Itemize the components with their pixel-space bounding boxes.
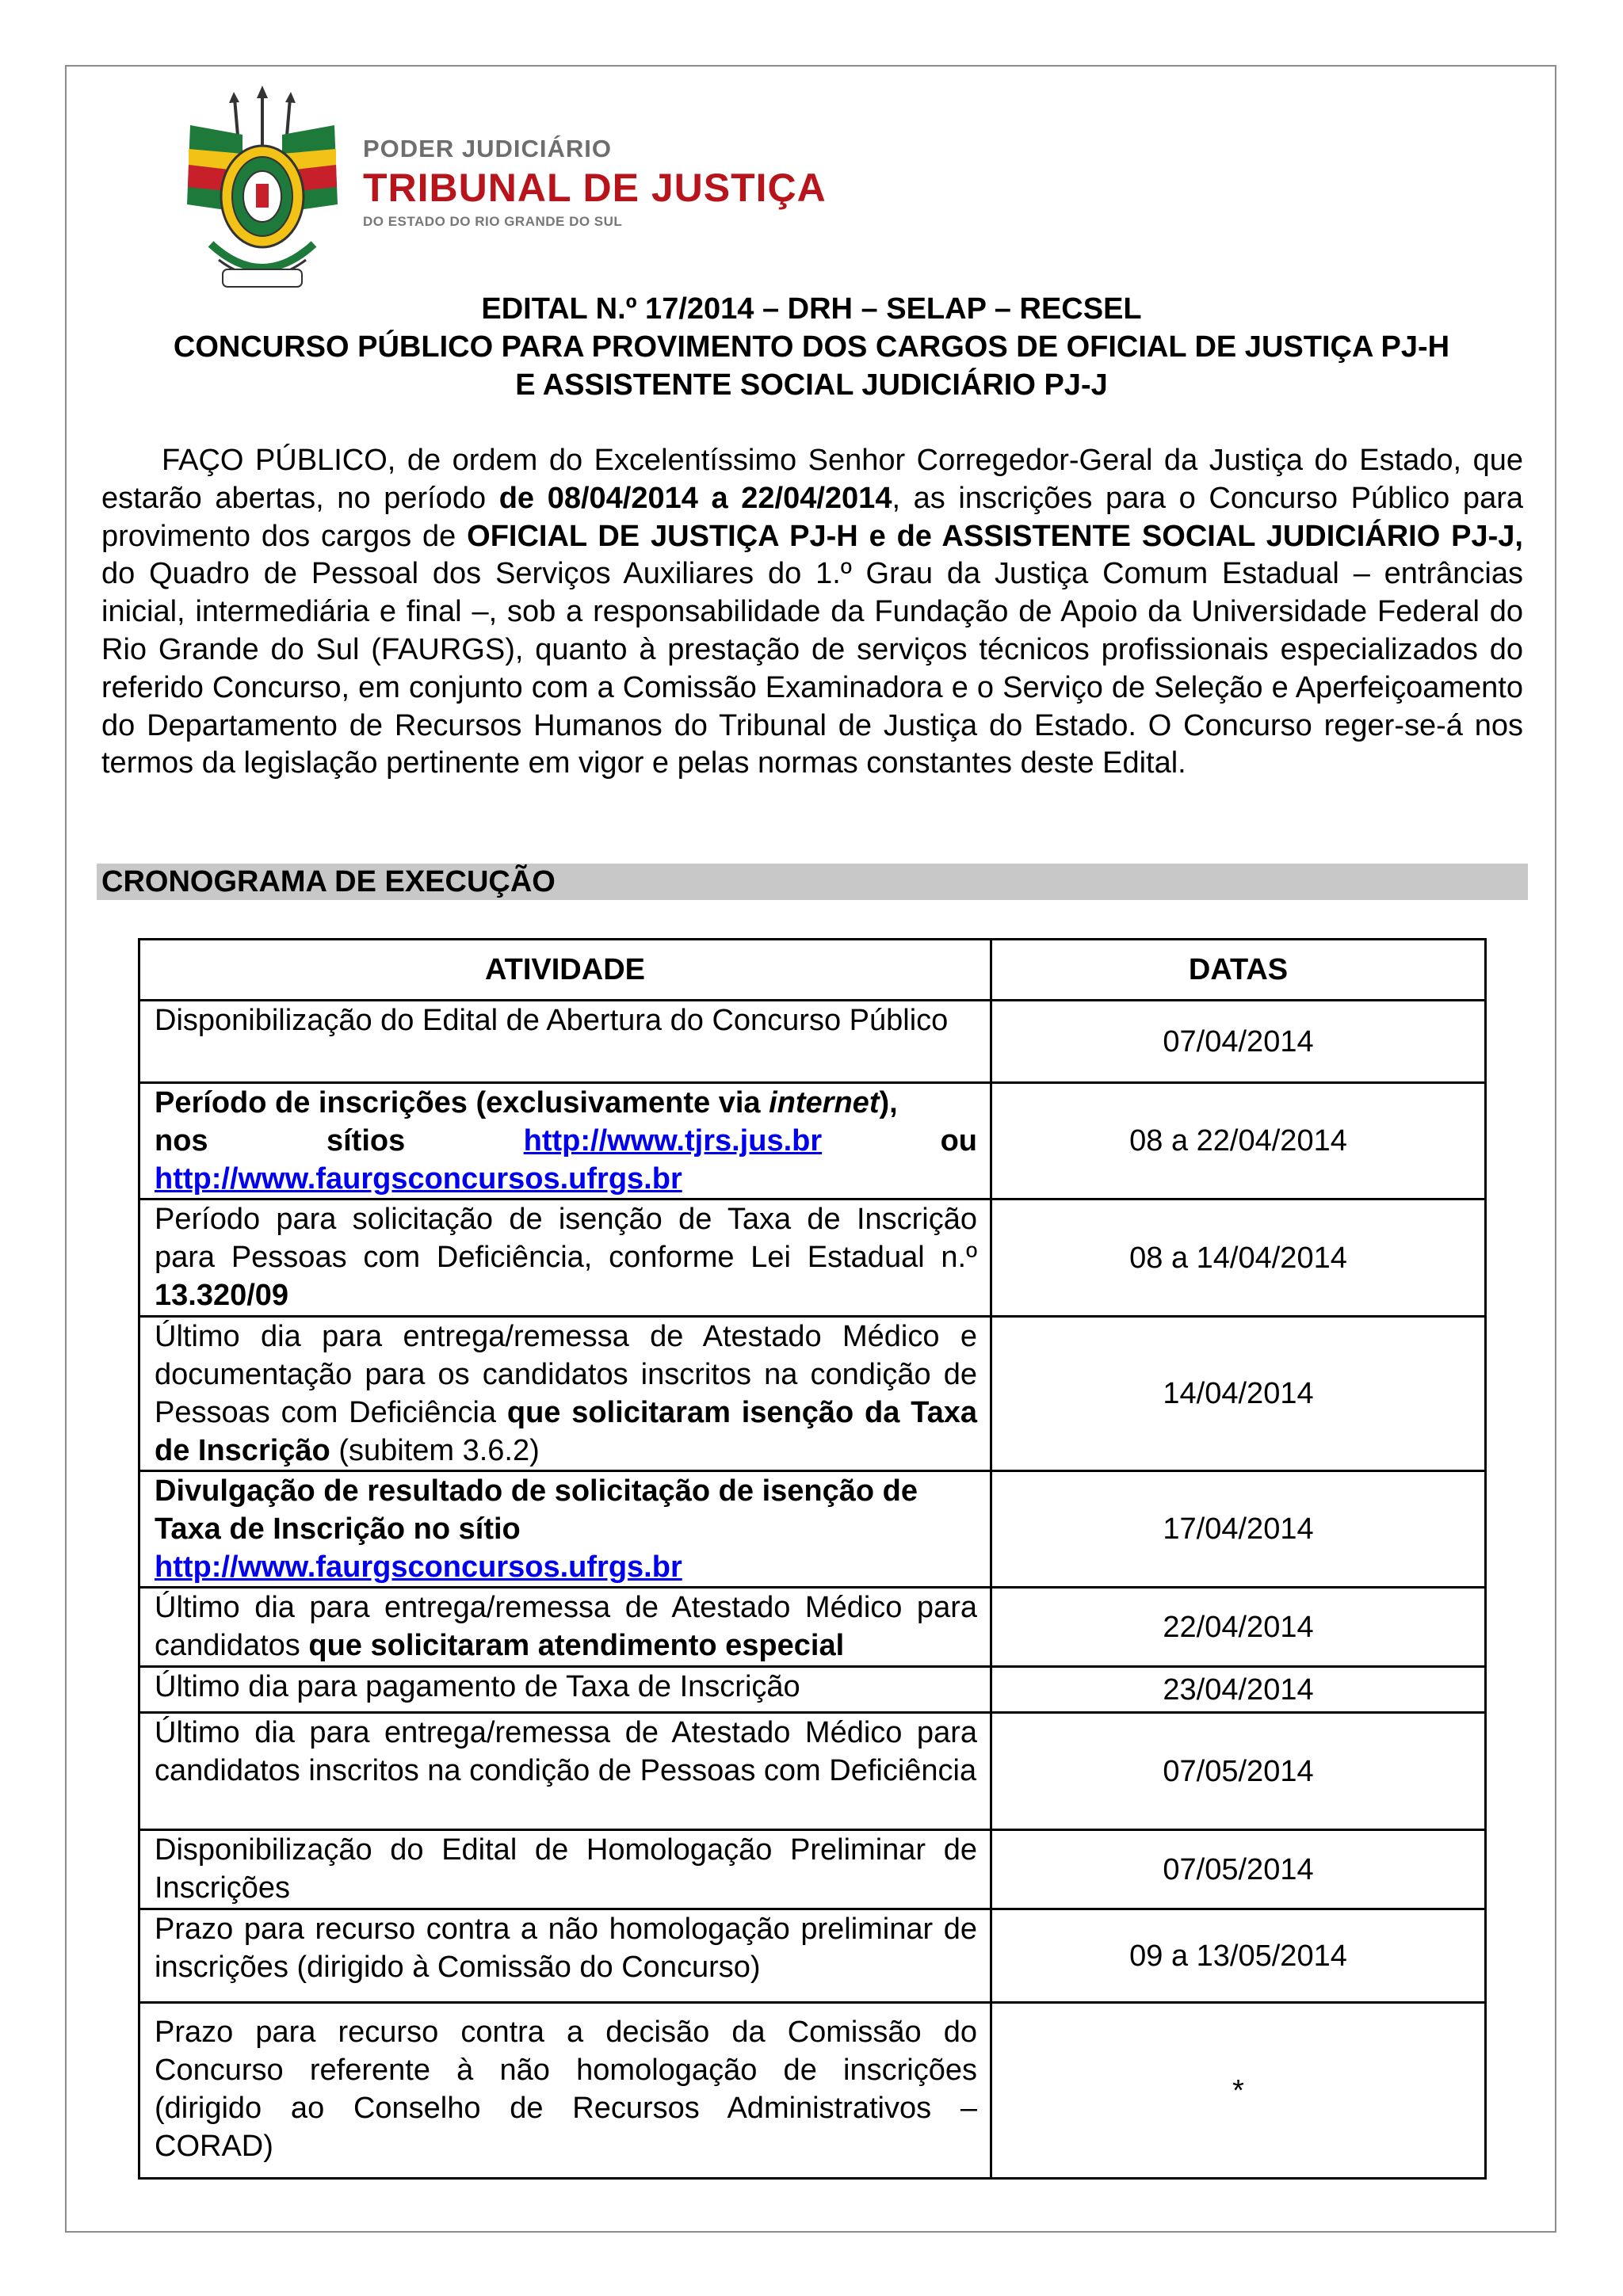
title-line2: CONCURSO PÚBLICO PARA PROVIMENTO DOS CARGOS DE OFICIAL DE JUSTIÇA PJ-H bbox=[173, 330, 1450, 364]
r4-text: Último dia para entrega/remessa de Atestado Médico e documentação para os candidatos inscritos na condição de Pessoas com Deficiência bbox=[155, 1320, 977, 1429]
date-cell: 07/05/2014 bbox=[991, 1830, 1486, 1909]
intro-paragraph bbox=[101, 442, 1523, 783]
section-title: CRONOGRAMA DE EXECUÇÃO bbox=[97, 864, 1528, 900]
document-title bbox=[101, 290, 1522, 404]
date-cell: 09 a 13/05/2014 bbox=[991, 1909, 1486, 2003]
title-line3: E ASSISTENTE SOCIAL JUDICIÁRIO PJ-J bbox=[515, 368, 1108, 402]
table-row bbox=[139, 1001, 1486, 1083]
intro-text-2: , as inscrições para o Concurso Público para provimento dos cargos de bbox=[101, 481, 1523, 553]
r2-internet: internet bbox=[769, 1086, 880, 1119]
coat-of-arms-logo bbox=[179, 86, 346, 299]
intro-positions: OFICIAL DE JUSTIÇA PJ-H e de ASSISTENTE SOCIAL JUDICIÁRIO PJ-J, bbox=[467, 519, 1523, 553]
table-row bbox=[139, 1830, 1486, 1909]
org-line2: TRIBUNAL DE JUSTIÇA bbox=[363, 166, 827, 210]
table-row bbox=[139, 1588, 1486, 1667]
activity-cell: Último dia para entrega/remessa de Atestado Médico para candidatos inscritos na condição de Pessoas com Deficiência bbox=[139, 1713, 991, 1830]
date-cell: 22/04/2014 bbox=[991, 1588, 1486, 1667]
tjrs-link[interactable]: http://www.tjrs.jus.br bbox=[523, 1124, 823, 1158]
r3-law: 13.320/09 bbox=[155, 1279, 289, 1312]
coat-of-arms-icon bbox=[179, 86, 346, 299]
intro-text-1: FAÇO PÚBLICO, de ordem do Excelentíssimo Senhor Corregedor-Geral da Justiça do Estado, que estarão abertas, no período bbox=[101, 444, 1523, 515]
activity-cell: Prazo para recurso contra a não homologação preliminar de inscrições (dirigido à Comissão do Concurso) bbox=[139, 1909, 991, 2003]
table-row bbox=[139, 1667, 1486, 1713]
table-row bbox=[139, 1083, 1486, 1199]
date-cell: * bbox=[991, 2003, 1486, 2179]
date-cell: 07/04/2014 bbox=[991, 1001, 1486, 1083]
table-header-row bbox=[139, 940, 1486, 1001]
activity-cell: Disponibilização do Edital de Homologação Preliminar de Inscrições bbox=[139, 1830, 991, 1909]
activity-cell: Último dia para pagamento de Taxa de Inscrição bbox=[139, 1667, 991, 1713]
activity-cell bbox=[139, 1588, 991, 1667]
date-cell: 07/05/2014 bbox=[991, 1713, 1486, 1830]
r3-text: Período para solicitação de isenção de Taxa de Inscrição para Pessoas com Deficiência, conforme Lei Estadual n.º bbox=[155, 1203, 977, 1274]
table-row bbox=[139, 1713, 1486, 1830]
org-line1: PODER JUDICIÁRIO bbox=[363, 135, 612, 162]
activity-cell bbox=[139, 1199, 991, 1317]
header-activity: ATIVIDADE bbox=[139, 940, 991, 1001]
activity-cell bbox=[139, 1317, 991, 1471]
organization-header bbox=[363, 135, 827, 230]
activity-cell: Prazo para recurso contra a decisão da Comissão do Concurso referente à não homologação de inscrições (dirigido ao Conselho de Recursos Administrativos – CORAD) bbox=[139, 2003, 991, 2179]
title-line1: EDITAL N.º 17/2014 – DRH – SELAP – RECSEL bbox=[481, 292, 1142, 326]
faurgs-link[interactable]: http://www.faurgsconcursos.ufrgs.br bbox=[155, 1162, 682, 1196]
activity-cell bbox=[139, 1471, 991, 1588]
date-cell: 23/04/2014 bbox=[991, 1667, 1486, 1713]
table-row bbox=[139, 1317, 1486, 1471]
r4-bold: que solicitaram isenção da Taxa de Inscrição bbox=[155, 1396, 977, 1467]
date-cell: 08 a 14/04/2014 bbox=[991, 1199, 1486, 1317]
r2-nos: nos bbox=[155, 1124, 208, 1158]
table-row bbox=[139, 1471, 1486, 1588]
activity-cell: Disponibilização do Edital de Abertura do Concurso Público bbox=[139, 1001, 991, 1083]
r6-text: Último dia para entrega/remessa de Atestado Médico para candidatos bbox=[155, 1591, 977, 1662]
org-line3: DO ESTADO DO RIO GRANDE DO SUL bbox=[363, 214, 623, 229]
intro-period: de 08/04/2014 a 22/04/2014 bbox=[498, 481, 892, 515]
table-row bbox=[139, 1909, 1486, 2003]
activity-cell bbox=[139, 1083, 991, 1199]
faurgs-link-2[interactable]: http://www.faurgsconcursos.ufrgs.br bbox=[155, 1550, 682, 1584]
header-dates: DATAS bbox=[991, 940, 1486, 1001]
r6-bold: que solicitaram atendimento especial bbox=[308, 1629, 845, 1662]
schedule-table bbox=[138, 938, 1487, 2180]
r5-bold: Divulgação de resultado de solicitação de isenção de Taxa de Inscrição no sítio bbox=[155, 1474, 918, 1546]
r2-sitios: sítios bbox=[326, 1124, 406, 1158]
date-cell: 08 a 22/04/2014 bbox=[991, 1083, 1486, 1199]
date-cell: 17/04/2014 bbox=[991, 1471, 1486, 1588]
table-row bbox=[139, 2003, 1486, 2179]
r2-text-close: ), bbox=[879, 1086, 898, 1119]
date-cell: 14/04/2014 bbox=[991, 1317, 1486, 1471]
r4-subitem: (subitem 3.6.2) bbox=[330, 1434, 540, 1467]
r2-text: Período de inscrições (exclusivamente via bbox=[155, 1086, 769, 1119]
intro-text-3: do Quadro de Pessoal dos Serviços Auxiliares do 1.º Grau da Justiça Comum Estadual – entrâncias inicial, intermediária e final –, sob a responsabilidade da Fundação de Apoio da Universidade Federal do Rio Grande do Sul (FAURGS), quanto à prestação de serviços técnicos profissionais especializados do referido Concurso, em conjunto com a Comissão Examinadora e o Serviço de Seleção e Aperfeiçoamento do Departamento de Recursos Humanos do Tribunal de Justiça do Estado. O Concurso reger-se-á nos termos da legislação pertinente em vigor e pelas normas constantes deste Edital. bbox=[101, 557, 1523, 780]
r2-ou: ou bbox=[940, 1124, 977, 1158]
table-row bbox=[139, 1199, 1486, 1317]
